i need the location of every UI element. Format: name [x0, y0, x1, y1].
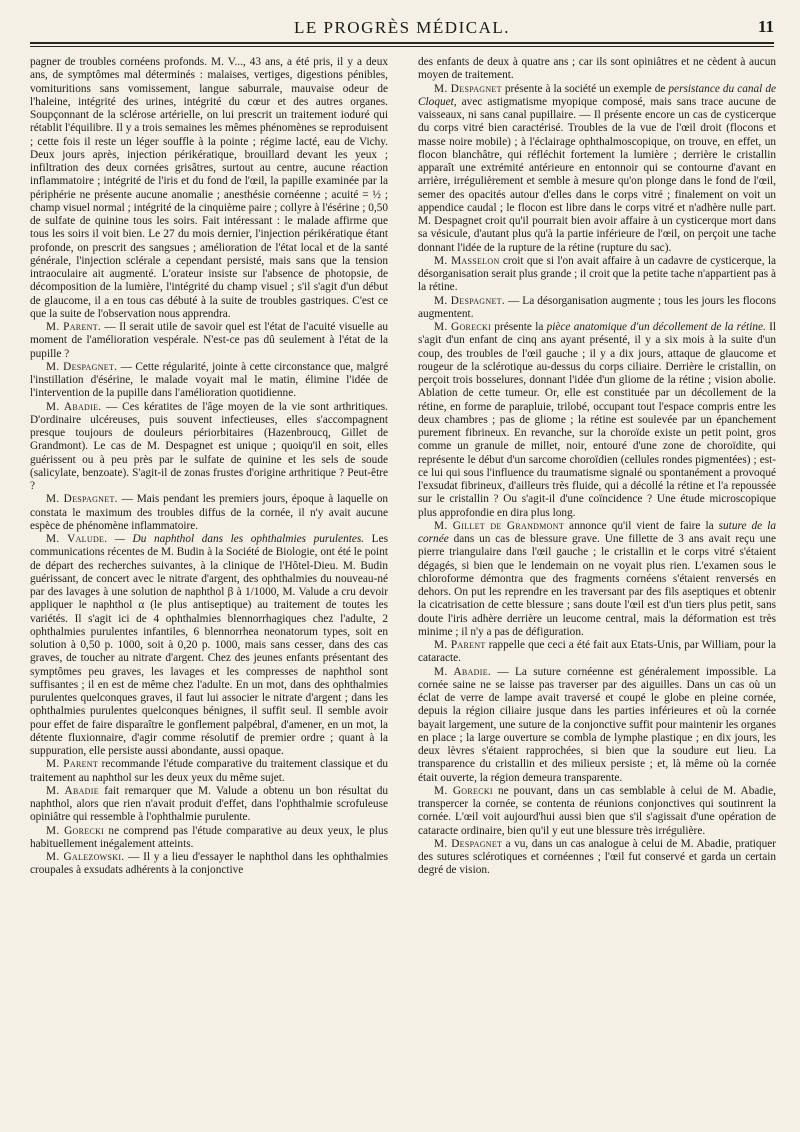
- speaker-name: M. Valude.: [46, 533, 108, 545]
- paragraph: M. Parent. — Il serait utile de savoir quel est l'état de l'acuité visuelle au moment de l'amélioration vespérale. N'est-ce pas dû seulement à l'état de la pupille ?: [30, 321, 388, 360]
- speaker-name: M. Parent: [434, 639, 486, 651]
- paragraph: M. Despagnet. — Cette régularité, jointe à cette circonstance que, malgré l'instillation d'ésérine, le malade voyait mal le matin, élimine l'idée de l'intervention de la pupille dans l'amélioration quotidienne.: [30, 360, 389, 400]
- speaker-name: M. Despagnet.: [46, 360, 118, 373]
- header-rule-thin: [30, 46, 774, 47]
- header-rule-thick: [30, 42, 774, 44]
- paragraph: pagner de troubles cornéens profonds. M. V..., 43 ans, a été pris, il y a deux ans, de symptômes mal déterminés : malaises, vertiges, digestions pénibles, vomituritions sans vomissement, langue saburrale, mauvaise odeur de l'haleine, intégrité des urines, intégrité du cœur et des autres organes. Soupçonnant de la sclérose artérielle, on lui prescrit un traitement ioduré qui rétablit l'équilibre. Il y a trois semaines les mêmes phénomènes se reproduisent ; cette fois il reste un léger souffle à la pointe ; régime lacté, eau de Vichy. Deux jours après, injection périkératique, brouillard devant les yeux ; infiltration des deux cornées grisâtres, surtout au centre, aucune réaction inflammatoire ; intégrité de l'iris et du fond de l'œil, la papille examinée par la périphérie ne présente aucune anomalie ; anesthésie cornéenne ; acuité = ½ ; champ visuel normal ; intégrité de la cinquième paire ; collyre à l'ésérine ; 0,50 de sulfate de quinine tous les soirs. Fait intéressant : le malade affirme que tous les soirs il voit bien. Le 27 du mois dernier, l'injection périkératique étant profonde, on prescrit des sangsues ; amélioration de l'état local et de la santé générale, l'injection sclérale a cependant persisté, mais sans que la tension intraoculaire ait augmenté. L'orateur insiste sur l'absence de photopsie, de décomposition de la lumière, l'intégrité du champ visuel ; s'il s'agit d'un début de glaucome, il a en tous cas débuté à la suite de troubles gastriques. C'est ce que la suite de l'observation nous apprendra.: [30, 56, 388, 320]
- speaker-name: M. Parent.: [46, 321, 102, 333]
- paragraph: M. Abadie. — Ces kératites de l'âge moyen de la vie sont arthritiques. D'ordinaire ulcéreuses, puis souvent infectieuses, elles s'accompagnent presque toujours de douleurs périorbitaires (Hazenbroucq, Gillet de Grandmont). Le cas de M. Despagnet est unique ; quoiqu'il en soit, elles guérissent ou à peu près par le sulfate de quinine et les sels de soude (salicylate, benzoate). S'agit-il de zonas frustes d'origine arthritique ? Peut-être ?: [30, 400, 388, 492]
- section-title: — Du naphthol dans les ophthalmies purulentes.: [107, 533, 365, 545]
- paragraph: M. Galezowski. — Il y a lieu d'essayer le naphthol dans les ophthalmies croupales à exsudats adhérents à la conjonctive: [30, 851, 388, 877]
- paragraph: M. Despagnet. — La désorganisation augmente ; tous les jours les flocons augmentent.: [418, 294, 776, 320]
- paragraph: des enfants de deux à quatre ans ; car ils sont opiniâtres et ne cèdent à aucun moyen de traitement.: [418, 56, 776, 82]
- section-title: persistance du canal de Cloquet,: [418, 82, 776, 108]
- speaker-name: M. Abadie.: [46, 400, 102, 413]
- paragraph: M. Parent rappelle que ceci a été fait aux Etats-Unis, par William, pour la cataracte.: [418, 639, 777, 665]
- journal-title: LE PROGRÈS MÉDICAL.: [294, 18, 510, 37]
- section-title: pièce anatomique d'un décollement de la rétine.: [546, 321, 766, 333]
- paragraph: M. Parent recommande l'étude comparative du traitement classique et du traitement au naphthol sur les deux yeux du même sujet.: [30, 758, 388, 784]
- speaker-name: M. Galezowski.: [46, 851, 125, 863]
- page-number: 11: [757, 17, 774, 36]
- left-column: [30, 56, 388, 878]
- right-column: [418, 56, 776, 878]
- speaker-name: M. Despagnet: [434, 82, 502, 95]
- speaker-name: M. Abadie: [46, 784, 99, 797]
- paragraph: M. Despagnet présente à la société un exemple de persistance du canal de Cloquet, avec astigmatisme myopique composé, mais sans trace aucune de vaisseaux, ni sans canal pupillaire. — Il présente encore un cas de cysticerque du corps vitré bien caractérisé. Troubles de la vue de l'œil droit (flocons et masse noire mobile) ; à l'éclairage ophthalmoscopique, on trouve, en effet, un flocon blanchâtre, qui réfléchit fortement la lumière ; derrière le cristallin apparaît une extrémité antérieure en entonnoir qui se contourne d'avant en arrière, irrégulièrement et semble à mesure qu'on plonge dans le fond de l'œil, semer des opacités autour d'elles dans le corps vitré ; finalement on voit un appendice caudal ; le flocon est libre dans le corps vitré et n'adhère nulle part. M. Despagnet croit qu'il pourrait bien avoir affaire à un cysticerque mort dans sa vésicule, d'autant plus qu'à la partie inférieure de l'œil, on perçoit une tache donnant l'idée de la rupture de la rétine (rupture du sac).: [418, 82, 776, 254]
- paragraph: M. Gorecki ne pouvant, dans un cas semblable à celui de M. Abadie, transpercer la cornée, se contenta de réunions conjonctives qui soutinrent la cornée. L'œil voit aujourd'hui aussi bien que s'il s'agissait d'une opération de cataracte ordinaire, bien qu'il y eut une blessure très irrégulière.: [418, 784, 776, 837]
- paragraph: M. Gillet de Grandmont annonce qu'il vient de faire la suture de la cornée dans un cas de blessure grave. Une fillette de 3 ans avait reçu une pierre triangulaire dans l'œil gauche ; le cristallin et le corps vitré s'étaient dégagés, si bien que le lendemain on ne voyait plus rien. L'examen sous le chloroforme démontra que des fragments cornéens s'étaient renversés en dehors. On put les reprendre en les traversant par des fils aseptiques et obtenir la cicatrisation de cette blessure ; sans doute l'œil est d'un tiers plus petit, sans doute l'iris adhère derrière un leucome central, mais la déformation est très minime ; il n'y a pas de défiguration.: [418, 519, 776, 638]
- speaker-name: M. Abadie.: [434, 665, 492, 678]
- speaker-name: M. Despagnet.: [434, 294, 505, 307]
- speaker-name: M. Gillet de Grandmont: [434, 519, 565, 532]
- paragraph: M. Gorecki présente la pièce anatomique d'un décollement de la rétine. Il s'agit d'un enfant de cinq ans ayant présenté, il y a six mois à la suite d'un coup, des troubles de l'œil gauche ; il y a dix jours, attaque de glaucome et rougeur de la sclérotique au-dessus du corps ciliaire. Derrière le cristallin, on perçoit trois bosselures, donnant l'idée d'un gliome de la rétine ; vision abolie. Ablation de cette tumeur. Or, elle est constituée par un décollement de la rétine, en forme de parapluie, trilobé, occupant tout l'espace compris entre les deux chambres ; pas de gliome ; la rétine est soulevée par un épanchement purement fibrineux. En revanche, sur la choroïde existe un petit point, gros comme un granule de millet, noir, entouré d'une zone de choroïdite, qui représente le début d'un sarcome choroïdien (cellules rondes pigmentées) ; est-ce lui qui sous l'influence du traumatisme signalé ou spontanément a provoqué l'exsudat fibrineux, d'ailleurs très fluide, qui a décollé la rétine et l'a repoussée sur le cristallin ? Ou s'agit-il d'une coïncidence ? Une étude microscopique plus approfondie en dira plus long.: [418, 321, 776, 519]
- speaker-name: M. Gorecki: [434, 321, 492, 333]
- paragraph: M. Despagnet. — Mais pendant les premiers jours, époque à laquelle on constata le maximum des troubles diffus de la cornée, il n'y avait aucune espèce de phénomène inflammatoire.: [30, 493, 388, 532]
- paragraph: M. Despagnet a vu, dans un cas analogue à celui de M. Abadie, pratiquer des sutures sclérotiques et cornéennes ; l'œil fut conservé et garda un certain degré de vision.: [418, 837, 777, 877]
- paragraph: M. Masselon croit que si l'on avait affaire à un cadavre de cysticerque, la désorganisation serait plus grande ; il croit que la petite tache n'appartient pas à la rétine.: [418, 254, 776, 294]
- section-title: suture de la cornée: [418, 519, 776, 545]
- paragraph: M. Abadie fait remarquer que M. Valude a obtenu un bon résultat du naphthol, alors que rien n'avait produit d'effet, dans l'ophthalmie scrofuleuse opiniâtre qui ressemble à l'ophthalmie purulente.: [30, 784, 388, 824]
- page-header: [30, 14, 774, 44]
- paragraph: M. Gorecki ne comprend pas l'étude comparative au deux yeux, le plus habituellement inégalement atteints.: [30, 824, 388, 850]
- speaker-name: M. Despagnet: [434, 837, 503, 850]
- speaker-name: M. Despagnet.: [46, 493, 118, 506]
- speaker-name: M. Masselon: [434, 254, 500, 267]
- paragraph: M. Abadie. — La suture cornéenne est généralement impossible. La cornée saine ne se laisse pas traverser par des aiguilles. Dans un cas où un éclat de verre de lampe avait traversé et coupé le globe en pleine cornée, depuis la région ciliaire jusque dans les parties inférieures et où la cornée bayait largement, une suture de la conjonctive suffit pour maintenir les organes en place ; la large ouverture se combla de lymphe plastique ; en dix jours, les deux lèvres s'étaient rapprochées, si bien que la soudure eut lieu. La transparence du cristallin et des milieux persiste ; et, là même où la cornée était ouverte, la région demeura transparente.: [418, 665, 776, 784]
- speaker-name: M. Parent: [46, 758, 99, 771]
- speaker-name: M. Gorecki: [434, 784, 493, 797]
- paragraph: M. Valude. — Du naphthol dans les ophthalmies purulentes. Les communications récentes de M. Budin à la Société de Biologie, ont été le point de départ des recherches suivantes, à la clinique de l'Hôtel-Dieu. M. Budin guérissant, de concert avec le nitrate d'argent, des ophthalmies du nouveau-né par des lavages à une solution de naphthol β à 1/1000, M. Valude a cru devoir appliquer le naphthol α (le plus antiseptique) au traitement de toutes les variétés. Il s'agit ici de 4 ophthalmies blennorrhagiques chez l'adulte, 2 ophthalmies purulentes infantiles, 6 blennorrhea neonatorum types, soit en solution à 0,50 p. 1000, soit à 0,20 p. 1000, mais sans cesser, dans des cas graves, de toucher au nitrate d'argent. Chez des jeunes enfants présentant des symptômes peu graves, les lavages et les compresses de naphthol sont suffisantes ; il en est de même chez l'adulte. En un mot, dans des ophthalmies purulentes quelconques graves, il faut lui associer le nitrate d'argent ; dans les ophthalmies purulentes quelconques bénignes, il suffit seul. Il semble avoir pour effet de faire disparaître le gonflement palpébral, d'amener, en un mot, la détente fluxionnaire, d'agir comme résolutif de premier ordre ; quant à la suppuration, elle persiste aussi abondante, aussi opaque.: [30, 533, 388, 757]
- speaker-name: M. Gorecki: [46, 824, 105, 837]
